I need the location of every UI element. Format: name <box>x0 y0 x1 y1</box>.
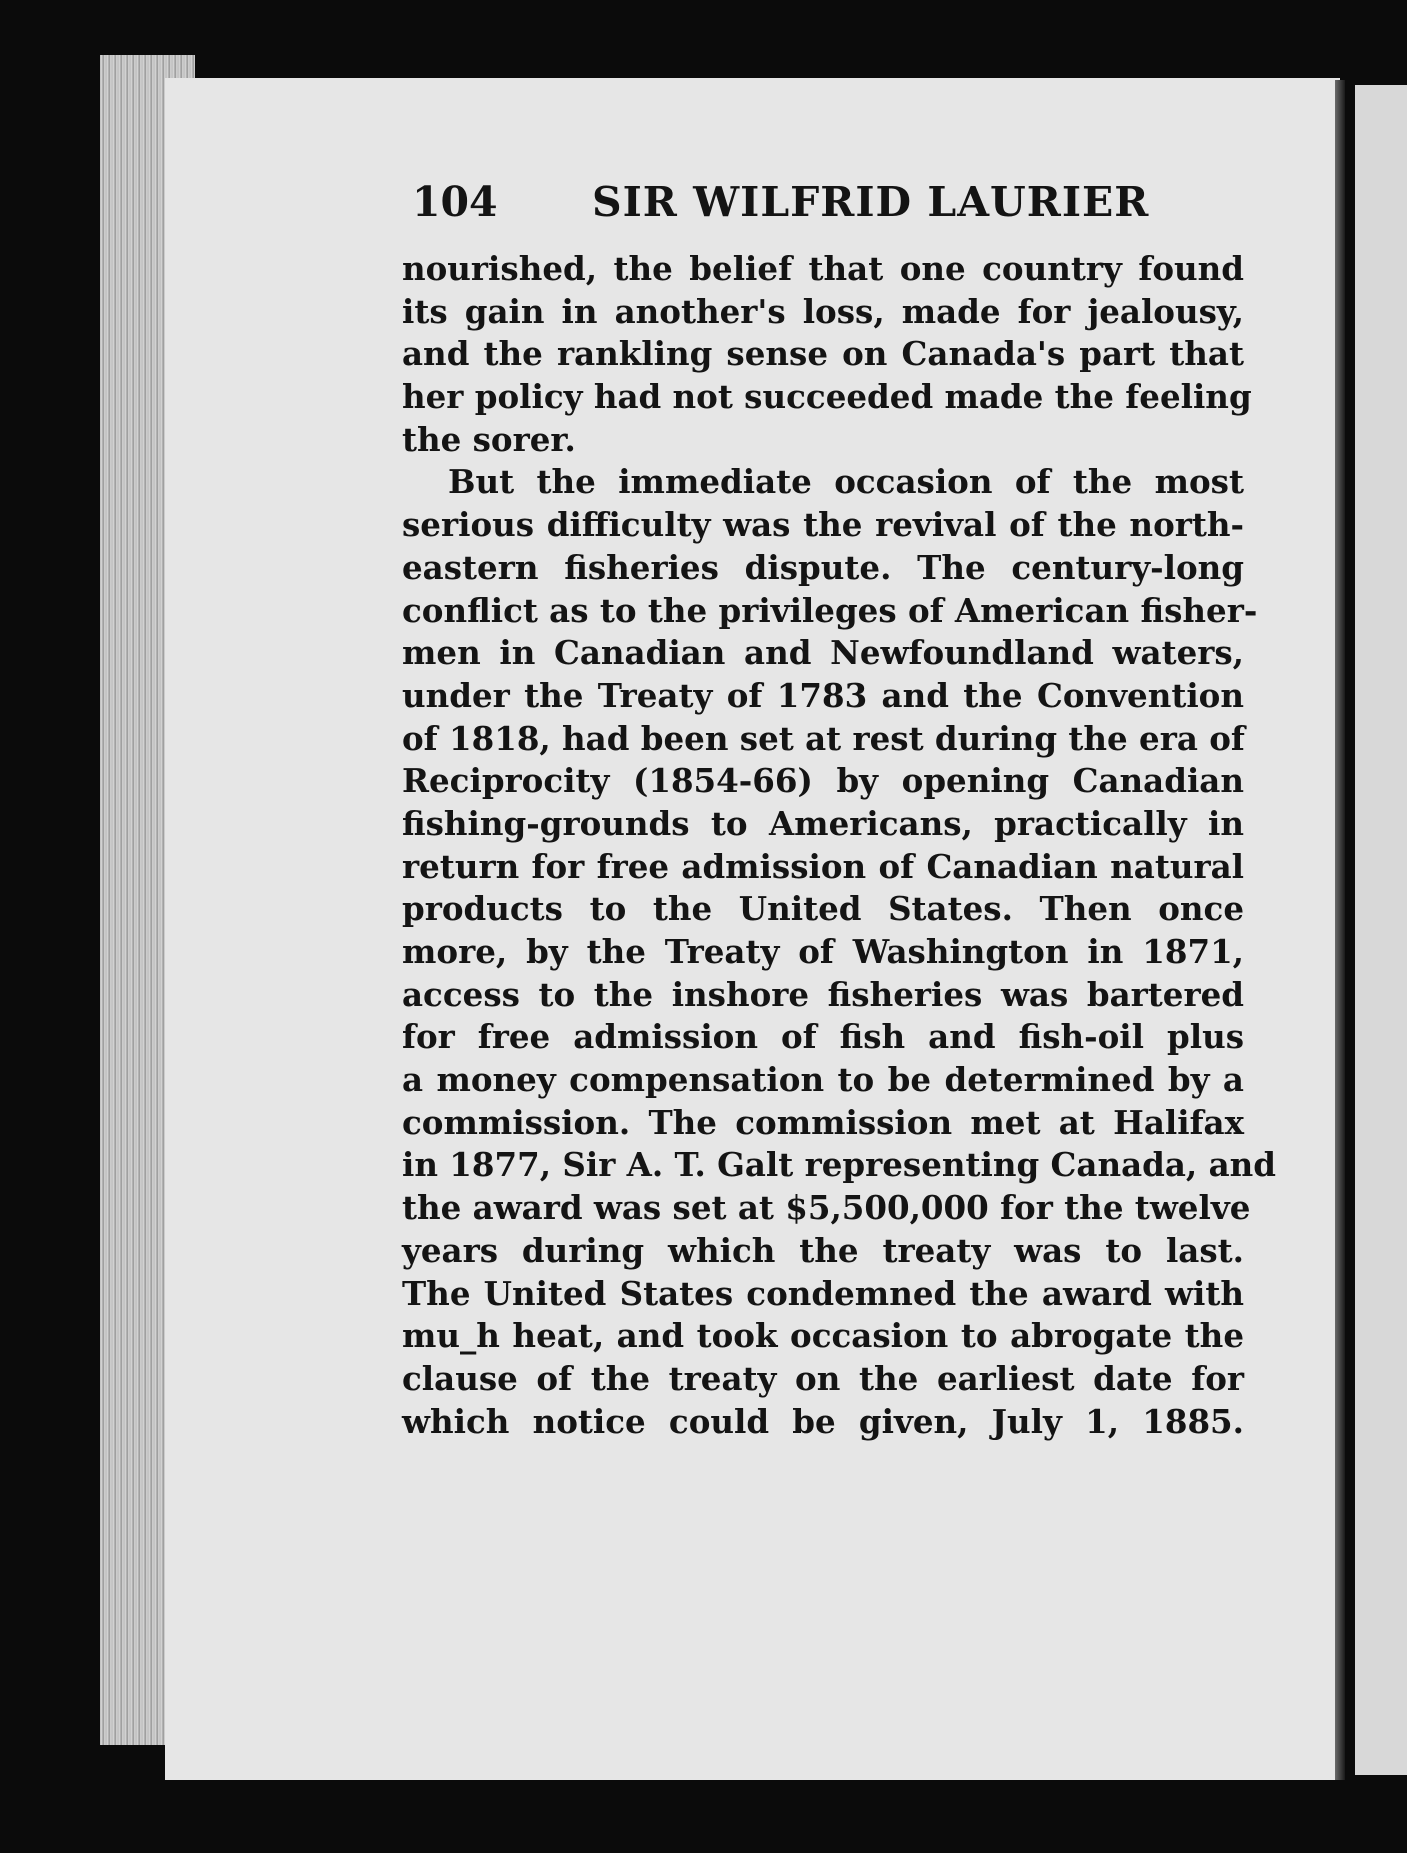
text-line: more, by the Treaty of Washington in 1871, <box>402 932 1244 971</box>
text-line: access to the inshore fisheries was bartered <box>402 974 1244 1014</box>
text-line: years during which the treaty was to last. <box>402 1230 1244 1270</box>
text-line: return for free admission of Canadian natural <box>402 846 1244 886</box>
text-line: for free admission of fish and fish-oil plus <box>402 1017 1244 1057</box>
text-line: fishing-grounds to Americans, practically in <box>402 803 1244 843</box>
text-line: products to the United States. Then once <box>402 889 1244 929</box>
text-line: Reciprocity (1854-66) by opening Canadian <box>402 761 1244 801</box>
facing-page-edge <box>1355 85 1407 1775</box>
text-line: clause of the treaty on the earliest date for <box>402 1358 1244 1398</box>
text-line: commission. The commission met at Halifax <box>402 1102 1244 1142</box>
text-line: of 1818, had been set at rest during the era of <box>402 718 1245 758</box>
text-line: her policy had not succeeded made the feeling <box>402 377 1252 417</box>
text-line: But the immediate occasion of the most <box>448 462 1244 502</box>
text-line: its gain in another's loss, made for jealousy, <box>402 291 1244 331</box>
text-line: the award was set at $5,500,000 for the twelve <box>402 1188 1251 1228</box>
text-line: the sorer. <box>402 419 576 459</box>
text-line: men in Canadian and Newfoundland waters, <box>402 633 1244 673</box>
text-line: under the Treaty of 1783 and the Convention <box>402 675 1244 715</box>
running-title: SIR WILFRID LAURIER <box>592 178 1150 226</box>
text-line: a money compensation to be determined by a <box>402 1060 1244 1100</box>
text-line: in 1877, Sir A. T. Galt representing Canada, and <box>402 1145 1276 1185</box>
text-line: conflict as to the privileges of American fisher- <box>402 590 1258 630</box>
paragraph-2 <box>402 461 1276 1443</box>
text-line: eastern fisheries dispute. The century-long <box>402 547 1244 587</box>
running-head <box>412 178 1150 238</box>
text-line: mu_h heat, and took occasion to abrogate the <box>402 1316 1244 1356</box>
body-text <box>402 248 1276 1443</box>
text-line: The United States condemned the award with <box>402 1273 1244 1313</box>
page-number: 104 <box>412 178 498 226</box>
book-gutter <box>1335 80 1345 1780</box>
text-line: and the rankling sense on Canada's part that <box>402 334 1244 374</box>
text-line: which notice could be given, July 1, 1885. <box>402 1401 1244 1441</box>
paragraph-1 <box>402 248 1252 461</box>
text-line: serious difficulty was the revival of the north- <box>402 505 1244 545</box>
text-line: nourished, the belief that one country found <box>402 249 1244 288</box>
